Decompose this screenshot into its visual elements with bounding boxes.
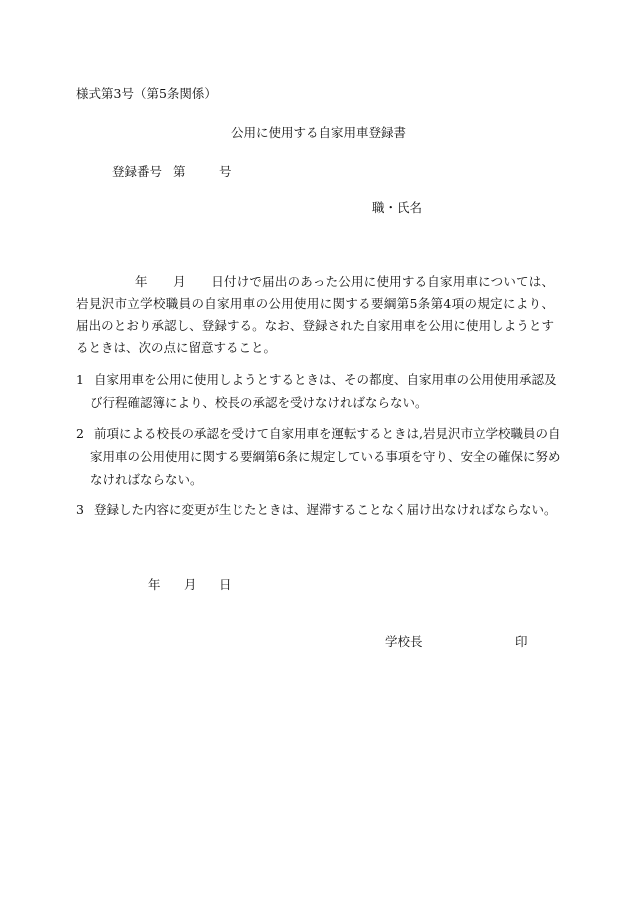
registration-label: 登録番号 [112,164,163,179]
date-year: 年 [148,577,161,592]
list-item [76,498,568,521]
principal-label: 学校長 [385,634,423,649]
list-item [76,422,568,491]
seal-mark: 印 [515,634,528,649]
list-item-number: 2 [76,426,84,441]
recipient-name-label: 職・氏名 [372,200,423,215]
date-month: 月 [184,577,197,592]
list-item [76,368,568,414]
body-paragraph: 年 月 日付けで届出のあった公用に使用する自家用車については、岩見沢市立学校職員の自家用車の公用使用に関する要綱第5条第4項の規定により、届出のとおり承認し、登録する。なお、登録された自家用車を公用に使用しようとするときは、次の点に留意すること。 [76,274,554,355]
list-item-text: 前項による校長の承認を受けて自家用車を運転するときは,岩見沢市立学校職員の自家用車の公用使用に関する要綱第6条に規定している事項を守り、安全の確保に努めなければならない。 [90,426,561,487]
list-item-text: 自家用車を公用に使用しようとするときは、その都度、自家用車の公用使用承認及び行程確認簿により、校長の承認を受けなければならない。 [90,372,557,410]
document-title: 公用に使用する自家用車登録書 [231,125,407,140]
list-item-text: 登録した内容に変更が生じたときは、遅滞することなく届け出なければならない。 [94,502,557,517]
registration-prefix: 第 [173,164,186,179]
registration-suffix: 号 [219,164,232,179]
date-day: 日 [219,577,232,592]
form-number: 様式第3号（第5条関係） [76,86,217,101]
list-item-number: 1 [76,372,84,387]
list-item-number: 3 [76,502,84,517]
